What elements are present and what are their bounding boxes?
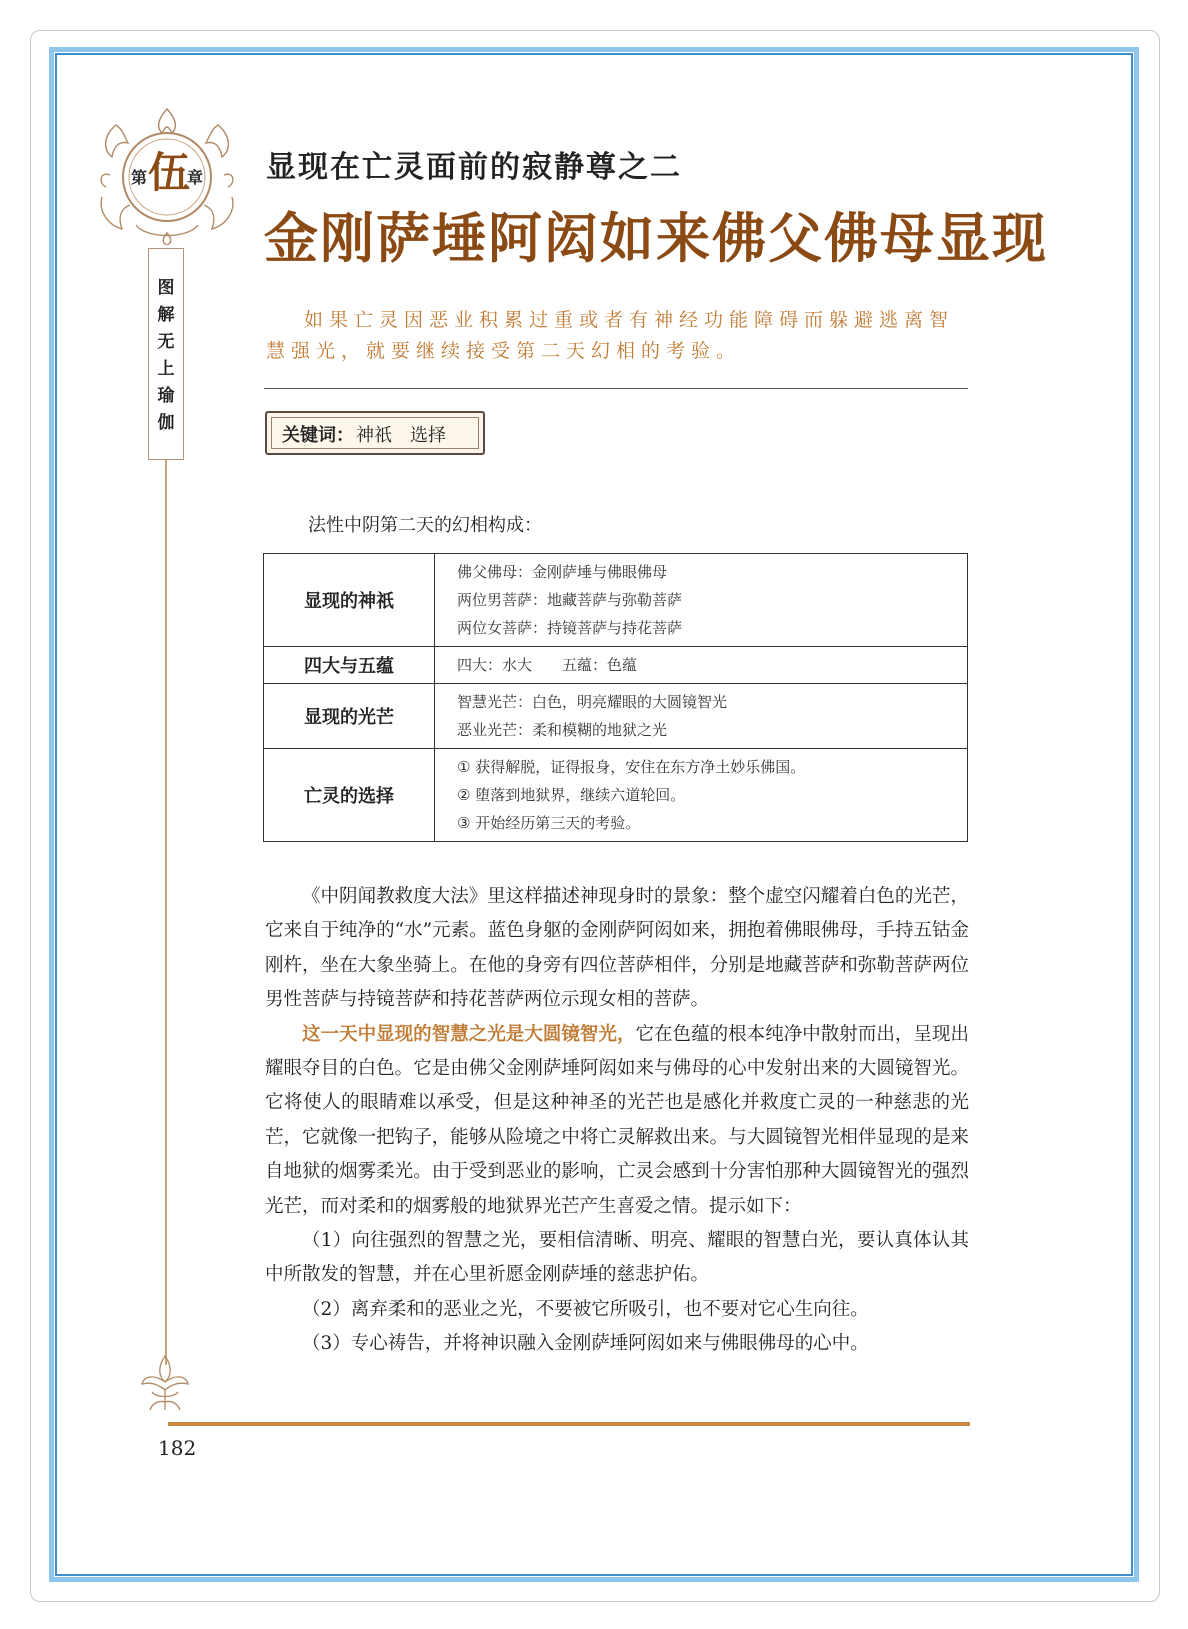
keywords-values: 神祇 选择 (356, 425, 446, 446)
table-cell-line: 佛父佛母：金刚萨埵与佛眼佛母 (457, 563, 668, 581)
keywords (282, 421, 446, 447)
table-row (264, 554, 968, 647)
table-cell-line: 两位女菩萨：持镜菩萨与持花菩萨 (457, 619, 683, 637)
side-decorative-line (165, 460, 167, 1365)
keywords-label: 关键词： (282, 425, 354, 446)
series-char: 图 (157, 278, 175, 298)
table-row (264, 749, 968, 842)
page-subtitle: 显现在亡灵面前的寂静尊之二 (266, 150, 682, 185)
table-row (264, 684, 968, 749)
table-cell-line: ② 堕落到地狱界，继续六道轮回。 (457, 786, 686, 804)
page-number: 182 (158, 1436, 197, 1460)
table-cell (435, 684, 968, 749)
body-paragraph: （2）离弃柔和的恶业之光，不要被它所吸引，也不要对它心生向往。 (302, 1298, 869, 1320)
table-row-header: 亡灵的选择 (264, 749, 435, 842)
body-paragraph: （3）专心祷告，并将神识融入金刚萨埵阿闳如来与佛眼佛母的心中。 (302, 1333, 869, 1355)
body-paragraph: （1）向往强烈的智慧之光，要相信清晰、明亮、耀眼的智慧白光，要认真体认其中所散发的智慧，并在心里祈愿金刚萨埵的慈悲护佑。 (265, 1230, 969, 1286)
series-char: 上 (157, 359, 175, 379)
body-paragraph (265, 1018, 969, 1224)
page-title: 金刚萨埵阿闳如来佛父佛母显现 (264, 206, 1048, 270)
table-cell-line: 两位男菩萨：地藏菩萨与弥勒菩萨 (457, 591, 683, 609)
footer-rule (168, 1422, 970, 1426)
intro-paragraph: 如果亡灵因恶业积累过重或者有神经功能障碍而躲避逃离智慧强光，就要继续接受第二天幻相的考验。 (266, 309, 955, 362)
table-cell (435, 749, 968, 842)
table-cell-line: 四大：水大 五蕴：色蕴 (457, 656, 638, 674)
series-char: 解 (157, 305, 175, 325)
table-cell (435, 647, 968, 684)
series-char: 瑜 (157, 386, 175, 406)
highlight-text: 这一天中显现的智慧之光是大圆镜智光， (302, 1023, 636, 1045)
table-row-header: 显现的神祇 (264, 554, 435, 647)
body-paragraph: 《中阴闻教救度大法》里这样描述神现身时的景象：整个虚空闪耀着白色的光芒，它来自于纯净的“水”元素。蓝色身躯的金刚萨阿闳如来，拥抱着佛眼佛母，手持五钴金刚杵，坐在大象坐骑上。在他的身旁有四位菩萨相伴，分别是地藏菩萨和弥勒菩萨两位男性菩萨与持镜菩萨和持花菩萨两位示现女相的菩萨。 (265, 886, 969, 1011)
table-row (264, 647, 968, 684)
series-char: 伽 (157, 413, 175, 433)
vision-table (263, 553, 968, 842)
chapter-label-left: 第 (131, 168, 148, 187)
body-paragraph-rest: 它在色蕴的根本纯净中散射而出，呈现出耀眼夺目的白色。它是由佛父金刚萨埵阿闳如来与佛母的心中发射出来的大圆镜智光。它将使人的眼睛难以承受，但是这种神圣的光芒也是感化并救度亡灵的一种慈悲的光芒，它就像一把钩子，能够从险境之中将亡灵解救出来。与大圆镜智光相伴显现的是来自地狱的烟雾柔光。由于受到恶业的影响，亡灵会感到十分害怕那种大圆镜智光的强烈光芒，而对柔和的烟雾般的地狱界光芒产生喜爱之情。提示如下： (265, 1023, 969, 1217)
table-cell-line: ① 获得解脱，证得报身，安住在东方净土妙乐佛国。 (457, 758, 806, 776)
table-cell-line: 恶业光芒：柔和模糊的地狱之光 (457, 721, 668, 739)
divider-rule (264, 388, 968, 389)
chapter-label-right: 章 (187, 168, 204, 187)
table-row-header: 四大与五蕴 (264, 647, 435, 684)
table-caption: 法性中阴第二天的幻相构成： (308, 515, 542, 536)
table-cell-line: 智慧光芒：白色，明亮耀眼的大圆镜智光 (457, 693, 728, 711)
lotus-ornament-icon (138, 1352, 192, 1414)
table-cell (435, 554, 968, 647)
series-side-tab (148, 248, 184, 460)
table-cell-line: ③ 开始经历第三天的考验。 (457, 814, 641, 832)
body-text (265, 880, 969, 1362)
table-row-header: 显现的光芒 (264, 684, 435, 749)
chapter-numeral: 伍 (148, 148, 191, 197)
series-char: 无 (157, 332, 175, 352)
